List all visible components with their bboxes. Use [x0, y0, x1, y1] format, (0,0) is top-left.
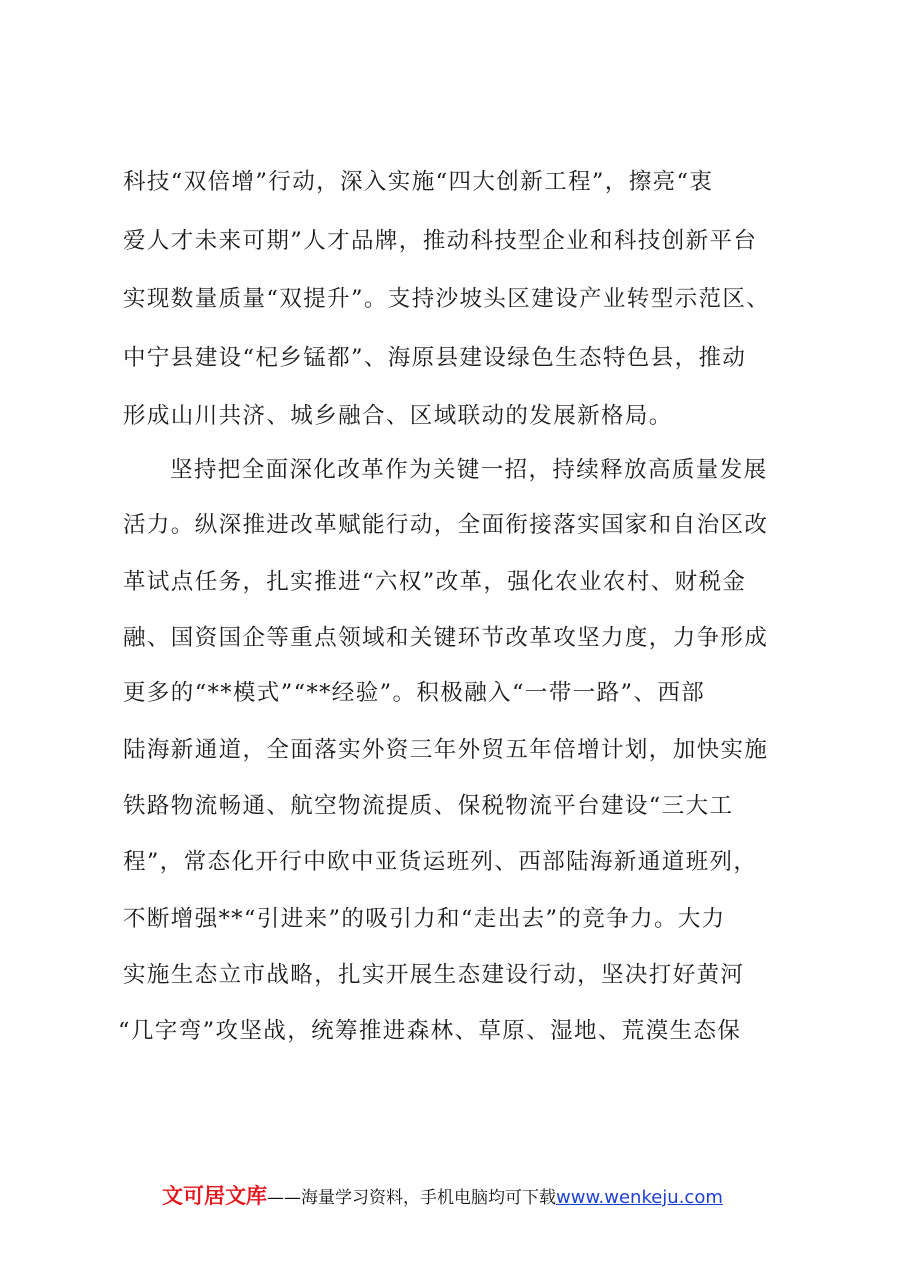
text-line: 爱人才未来可期”人才品牌，推动科技型企业和科技创新平台 — [123, 228, 758, 254]
footer-banner — [162, 1181, 723, 1211]
text-line: 程”，常态化开行中欧中亚货运班列、西部陆海新通道班列， — [123, 849, 758, 875]
paragraph-start-line: 坚持把全面深化改革作为关键一招，持续释放高质量发展 — [170, 457, 768, 483]
text-line: “几字弯”攻坚战，统筹推进森林、草原、湿地、荒漠生态保 — [118, 1018, 742, 1044]
text-line: 活力。纵深推进改革赋能行动，全面衔接落实国家和自治区改 — [123, 512, 769, 538]
text-line: 科技“双倍增”行动，深入实施“四大创新工程”，擦亮“衷 — [123, 169, 714, 195]
footer-website-link[interactable]: www.wenkeju.com — [556, 1187, 723, 1208]
text-line: 陆海新通道，全面落实外资三年外贸五年倍增计划，加快实施 — [123, 737, 769, 763]
text-line: 形成山川共济、城乡融合、区域联动的发展新格局。 — [123, 403, 673, 429]
text-line: 更多的“**模式”“**经验”。积极融入“一带一路”、西部 — [123, 680, 706, 706]
text-line: 中宁县建设“杞乡锰都”、海原县建设绿色生态特色县，推动 — [123, 345, 747, 371]
text-line: 革试点任务，扎实推进“六权”改革，强化农业农村、财税金 — [123, 569, 747, 595]
text-line: 实现数量质量“双提升”。支持沙坡头区建设产业转型示范区、 — [123, 286, 771, 312]
footer-brand: 文可居文库 — [162, 1184, 267, 1208]
text-line: 铁路物流畅通、航空物流提质、保税物流平台建设“三大工 — [123, 793, 734, 819]
text-line: 不断增强**“引进来”的吸引力和“走出去”的竞争力。大力 — [123, 906, 726, 932]
text-line: 融、国资国企等重点领域和关键环节改革攻坚力度，力争形成 — [123, 625, 769, 651]
footer-tagline: ——海量学习资料，手机电脑均可下载 — [267, 1188, 556, 1208]
text-line: 实施生态立市战略，扎实开展生态建设行动，坚决打好黄河 — [123, 962, 745, 988]
